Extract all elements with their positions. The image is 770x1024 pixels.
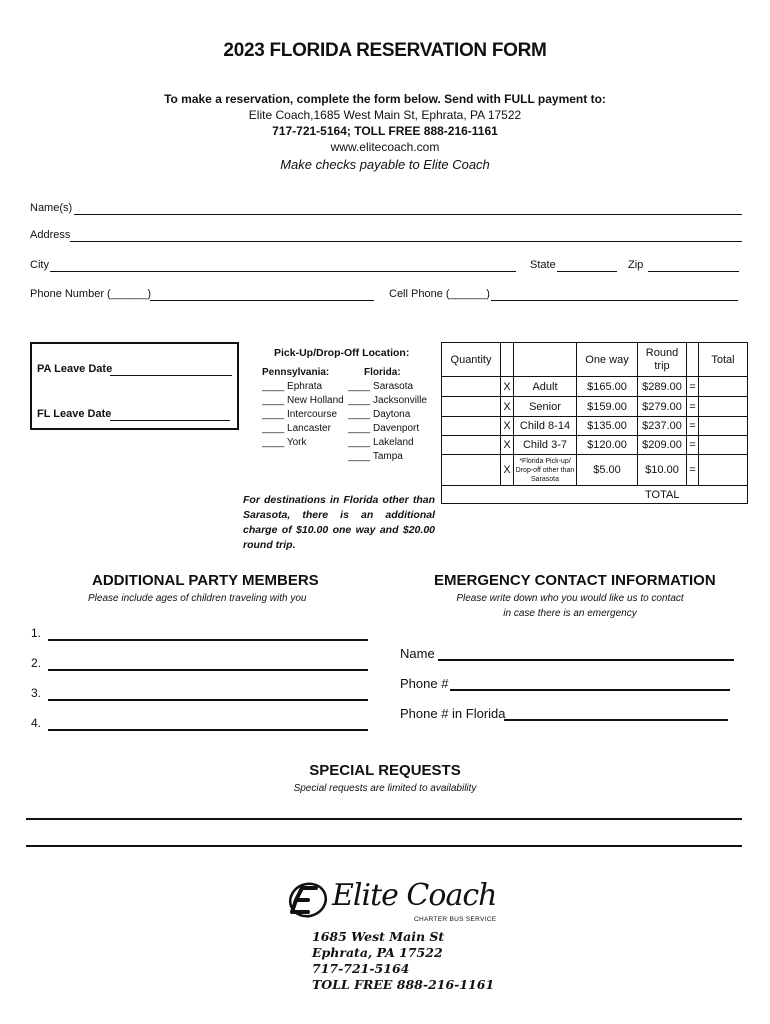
eq-sign: = (687, 417, 699, 436)
emergency-subheading-1: Please write down who you would like us to contact (456, 593, 684, 604)
oneway-child-3-7: $120.00 (577, 436, 638, 455)
pa-locations-heading: Pennsylvania: (262, 367, 330, 378)
names-field[interactable] (74, 214, 742, 215)
total-adult[interactable] (699, 377, 748, 397)
emergency-name-field[interactable] (438, 659, 734, 661)
col-oneway-header: One way (577, 343, 638, 377)
state-field[interactable] (557, 271, 617, 272)
fl-location-daytona[interactable]: ____ Daytona (348, 409, 411, 420)
table-row (442, 436, 748, 455)
eq-sign: = (687, 436, 699, 455)
total-florida-stop[interactable] (699, 455, 748, 486)
col-round-header: Round trip (638, 343, 687, 377)
emergency-heading: EMERGENCY CONTACT INFORMATION (434, 572, 716, 589)
form-title: 2023 FLORIDA RESERVATION FORM (223, 40, 547, 61)
logo-tagline: CHARTER BUS SERVICE (414, 916, 497, 923)
pa-locations-list (262, 380, 344, 450)
pricing-table (441, 342, 748, 504)
pa-location-york[interactable]: ____ York (262, 437, 307, 448)
fl-locations-list (348, 380, 427, 464)
state-label: State (530, 259, 556, 271)
emergency-subheading-2: in case there is an emergency (503, 608, 637, 619)
city-field[interactable] (50, 271, 516, 272)
type-florida-stop: *Florida Pick-up/ Drop-off other than Sarasota (514, 455, 577, 486)
total-child-8-14[interactable] (699, 417, 748, 436)
logo-brand-text: Elite Coach (332, 878, 497, 913)
oneway-child-8-14: $135.00 (577, 417, 638, 436)
fl-location-sarasota[interactable]: ____ Sarasota (348, 381, 414, 392)
emergency-phone-fl-field[interactable] (504, 719, 728, 721)
col-type-header (514, 343, 577, 377)
emergency-phone-label: Phone # (400, 676, 449, 691)
qty-senior[interactable] (442, 397, 501, 417)
qty-child-8-14[interactable] (442, 417, 501, 436)
table-row (442, 486, 748, 504)
table-row (442, 455, 748, 486)
leave-date-box (30, 342, 239, 430)
round-senior: $279.00 (638, 397, 687, 417)
instructions-line: To make a reservation, complete the form below. Send with FULL payment to: (164, 92, 606, 106)
fl-locations-heading: Florida: (364, 367, 401, 378)
eq-sign: = (687, 455, 699, 486)
elite-coach-emblem-icon (286, 878, 330, 922)
zip-field[interactable] (648, 271, 739, 272)
party-number-2: 2. (31, 656, 42, 670)
type-adult: Adult (514, 377, 577, 397)
company-phone: 717-721-5164; TOLL FREE 888-216-1161 (272, 124, 498, 138)
special-subheading: Special requests are limited to availability (293, 783, 477, 794)
table-row (442, 377, 748, 397)
party-number-3: 3. (31, 686, 42, 700)
party-member-2-field[interactable] (48, 669, 368, 671)
col-x-header (501, 343, 514, 377)
pa-location-new-holland[interactable]: ____ New Holland (262, 395, 344, 406)
pa-location-lancaster[interactable]: ____ Lancaster (262, 423, 331, 434)
zip-label: Zip (628, 259, 644, 271)
party-member-4-field[interactable] (48, 729, 368, 731)
special-request-line-2[interactable] (26, 845, 742, 847)
oneway-senior: $159.00 (577, 397, 638, 417)
table-row (442, 417, 748, 436)
address-field[interactable] (70, 241, 742, 242)
fl-location-davenport[interactable]: ____ Davenport (348, 423, 420, 434)
round-adult: $289.00 (638, 377, 687, 397)
oneway-adult: $165.00 (577, 377, 638, 397)
elite-coach-logo (286, 876, 497, 926)
florida-surcharge-note: For destinations in Florida other than Sarasota, there is an additional charge of $10.00 one way and $20.00 round trip. (243, 494, 435, 551)
party-number-1: 1. (31, 626, 42, 640)
qty-florida-stop[interactable] (442, 455, 501, 486)
type-senior: Senior (514, 397, 577, 417)
emergency-phone-field[interactable] (450, 689, 730, 691)
total-label: TOTAL (442, 486, 748, 504)
col-total-header: Total (699, 343, 748, 377)
x-mark: X (501, 455, 514, 486)
checks-payable-note: Make checks payable to Elite Coach (280, 157, 490, 172)
round-child-8-14: $237.00 (638, 417, 687, 436)
fl-leave-label: FL Leave Date (37, 408, 112, 420)
party-member-1-field[interactable] (48, 639, 368, 641)
type-child-3-7: Child 3-7 (514, 436, 577, 455)
qty-child-3-7[interactable] (442, 436, 501, 455)
col-quantity-header: Quantity (442, 343, 501, 377)
total-child-3-7[interactable] (699, 436, 748, 455)
address-label: Address (30, 229, 71, 241)
col-eq-header (687, 343, 699, 377)
x-mark: X (501, 417, 514, 436)
logo-address-line-1: 1685 West Main St (312, 929, 445, 944)
names-label: Name(s) (30, 202, 73, 214)
party-member-3-field[interactable] (48, 699, 368, 701)
cell-label: Cell Phone (______) (389, 288, 490, 300)
fl-location-lakeland[interactable]: ____ Lakeland (348, 437, 414, 448)
pa-leave-field[interactable] (110, 375, 232, 376)
pa-location-intercourse[interactable]: ____ Intercourse (262, 409, 338, 420)
pa-location-ephrata[interactable]: ____ Ephrata (262, 381, 323, 392)
x-mark: X (501, 377, 514, 397)
type-child-8-14: Child 8-14 (514, 417, 577, 436)
qty-adult[interactable] (442, 377, 501, 397)
logo-address-line-2: Ephrata, PA 17522 (312, 945, 443, 960)
city-label: City (30, 259, 49, 271)
company-address: Elite Coach,1685 West Main St, Ephrata, PA 17522 (248, 108, 522, 122)
phone-label: Phone Number (______) (30, 288, 152, 300)
party-heading: ADDITIONAL PARTY MEMBERS (92, 572, 319, 589)
phone-field[interactable] (150, 300, 374, 301)
cell-field[interactable] (491, 300, 738, 301)
special-heading: SPECIAL REQUESTS (309, 762, 461, 779)
logo-toll-free: TOLL FREE 888-216-1161 (312, 977, 495, 992)
eq-sign: = (687, 377, 699, 397)
special-request-line-1[interactable] (26, 818, 742, 820)
fl-location-jacksonville[interactable]: ____ Jacksonville (348, 395, 427, 406)
table-row (442, 397, 748, 417)
pickup-heading: Pick-Up/Drop-Off Location: (274, 347, 410, 359)
logo-address-block (312, 929, 494, 993)
emergency-phone-fl-label: Phone # in Florida (400, 706, 506, 721)
party-subheading: Please include ages of children traveling with you (88, 593, 307, 604)
oneway-florida-stop: $5.00 (577, 455, 638, 486)
fl-leave-field[interactable] (110, 420, 230, 421)
eq-sign: = (687, 397, 699, 417)
fl-location-tampa[interactable]: ____ Tampa (348, 451, 403, 462)
logo-phone: 717-721-5164 (312, 961, 410, 976)
round-child-3-7: $209.00 (638, 436, 687, 455)
x-mark: X (501, 397, 514, 417)
company-website[interactable]: www.elitecoach.com (330, 140, 440, 154)
x-mark: X (501, 436, 514, 455)
emergency-name-label: Name (400, 646, 435, 661)
party-number-4: 4. (31, 716, 42, 730)
round-florida-stop: $10.00 (638, 455, 687, 486)
pa-leave-label: PA Leave Date (37, 363, 113, 375)
total-senior[interactable] (699, 397, 748, 417)
